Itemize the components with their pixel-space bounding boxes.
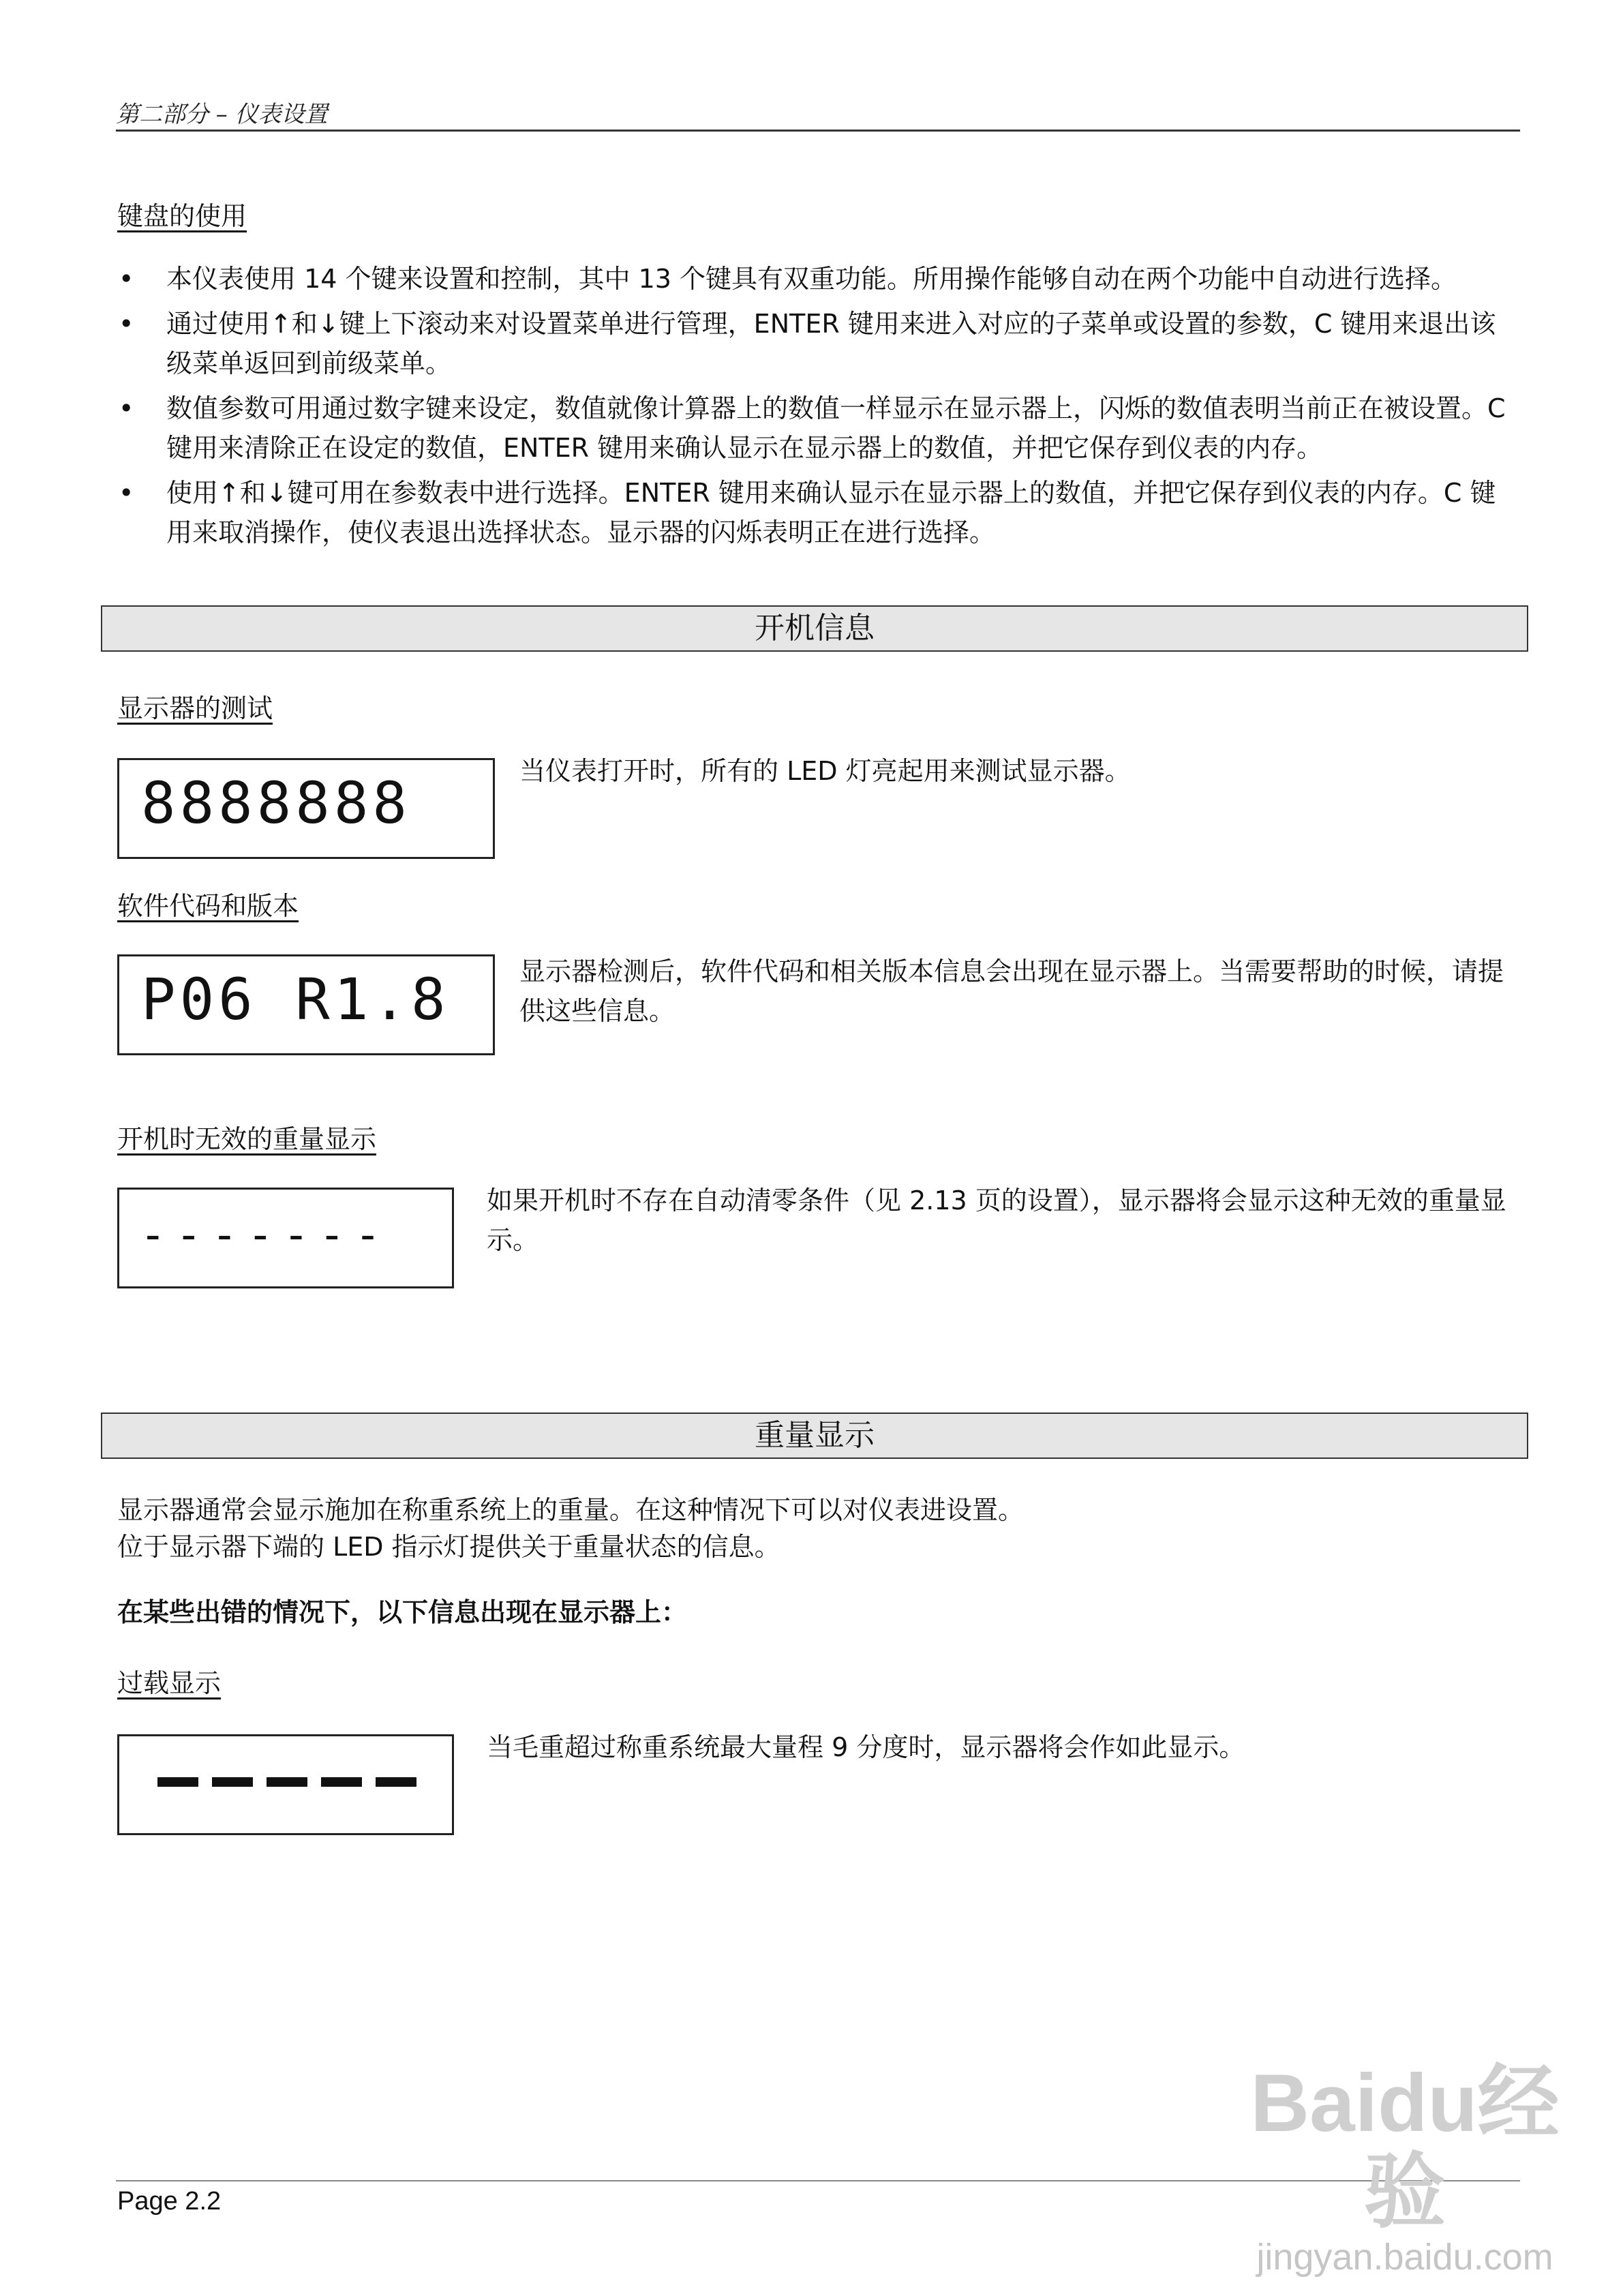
- list-item: • 使用↑和↓键可用在参数表中进行选择。ENTER 键用来确认显示在显示器上的数值，并把它保存到仪表的内存。C 键用来取消操作，使仪表退出选择状态。显示器的闪烁表明正在进行选择。: [119, 478, 1496, 547]
- watermark-logo: Baidu经验: [1250, 2057, 1560, 2237]
- invalid-weight-desc: 如果开机时不存在自动清零条件（见 2.13 页的设置），显示器将会显示这种无效的重量显示。: [487, 1185, 1506, 1255]
- section-band-startup: 开机信息: [101, 605, 1528, 652]
- header-rule: [116, 130, 1520, 132]
- baidu-watermark: [1214, 2057, 1596, 2278]
- page-number: Page 2.2: [117, 2187, 222, 2216]
- overload-dash: [267, 1777, 307, 1787]
- overload-desc: 当毛重超过称重系统最大量程 9 分度时，显示器将会作如此显示。: [487, 1732, 1245, 1762]
- overload-dash: [376, 1777, 416, 1787]
- display-test-heading: 显示器的测试: [117, 693, 273, 723]
- keypad-heading: 键盘的使用: [117, 201, 247, 231]
- lcd-invalid-weight: -------: [117, 1188, 454, 1288]
- overload-heading: 过载显示: [117, 1668, 222, 1698]
- weight-para-2: 位于显示器下端的 LED 指示灯提供关于重量状态的信息。: [117, 1532, 780, 1562]
- version-heading: 软件代码和版本: [117, 891, 299, 921]
- list-item: • 数值参数可用通过数字键来设定，数值就像计算器上的数值一样显示在显示器上，闪烁的数值表明当前正在被设置。C 键用来清除正在设定的数值，ENTER 键用来确认显示在显示器上的数值，并把它保存到仪表的内存。: [119, 393, 1506, 463]
- weight-para-1: 显示器通常会显示施加在称重系统上的重量。在这种情况下可以对仪表进设置。: [117, 1495, 1025, 1525]
- lcd-overload: [117, 1734, 454, 1835]
- overload-dash: [212, 1777, 253, 1787]
- watermark-url: jingyan.baidu.com: [1256, 2237, 1553, 2278]
- lcd-version: P06 R1.8: [117, 954, 495, 1055]
- lcd-display-test: 8888888: [117, 758, 495, 859]
- list-item: • 本仪表使用 14 个键来设置和控制，其中 13 个键具有双重功能。所用操作能够自动在两个功能中自动进行选择。: [119, 264, 1457, 294]
- version-desc: 显示器检测后，软件代码和相关版本信息会出现在显示器上。当需要帮助的时候，请提供这些信息。: [519, 956, 1504, 1026]
- section-band-weight: 重量显示: [101, 1413, 1528, 1459]
- overload-dash: [321, 1777, 362, 1787]
- keypad-bullets: [117, 259, 1521, 558]
- page-header: 第二部分 – 仪表设置: [116, 101, 328, 128]
- overload-dash: [157, 1777, 198, 1787]
- error-intro: 在某些出错的情况下，以下信息出现在显示器上：: [117, 1597, 688, 1627]
- list-item: • 通过使用↑和↓键上下滚动来对设置菜单进行管理，ENTER 键用来进入对应的子菜单或设置的参数，C 键用来退出该级菜单返回到前级菜单。: [119, 309, 1496, 378]
- display-test-desc: 当仪表打开时，所有的 LED 灯亮起用来测试显示器。: [519, 756, 1131, 786]
- invalid-weight-heading: 开机时无效的重量显示: [117, 1124, 377, 1154]
